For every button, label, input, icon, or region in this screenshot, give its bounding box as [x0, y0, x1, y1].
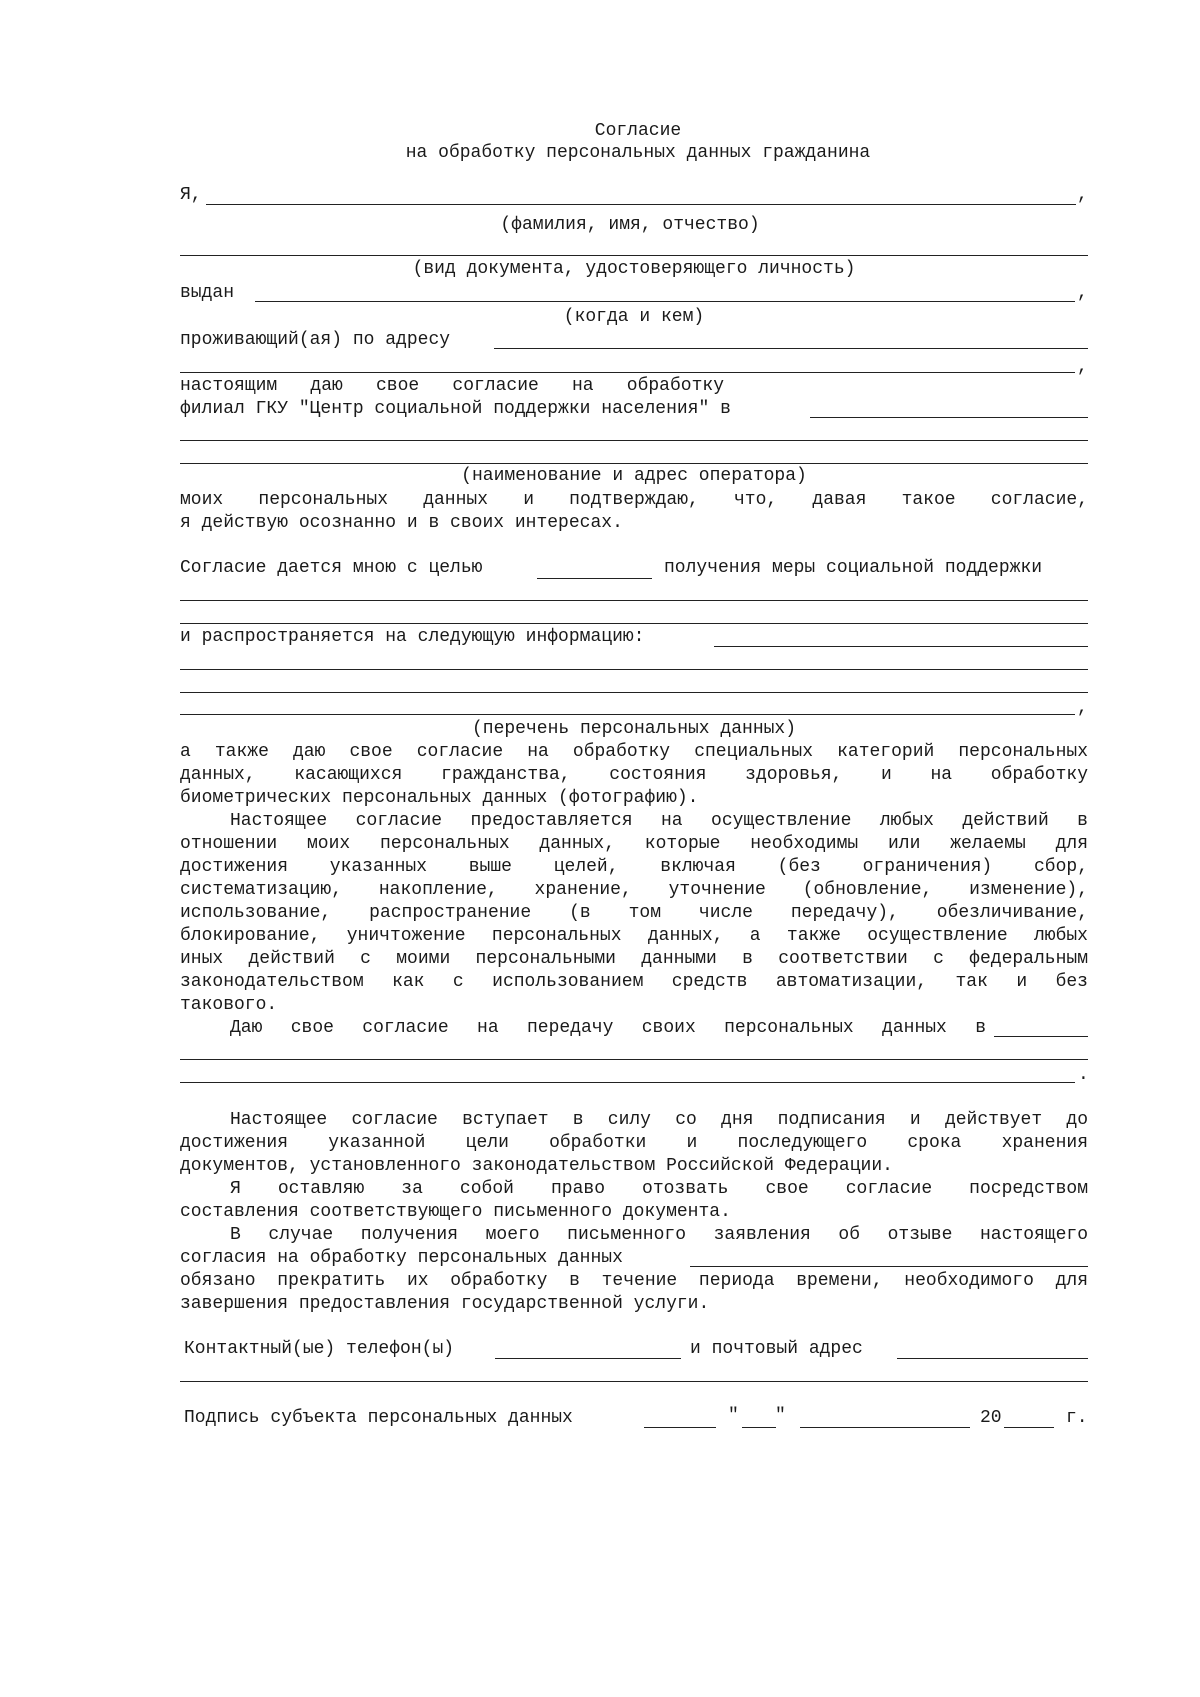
- transfer-field-line-2[interactable]: [180, 1059, 1088, 1060]
- validity-line-3: документов, установленного законодательством Российской Федерации.: [180, 1156, 893, 1176]
- hint-operator: (наименование и адрес оператора): [461, 466, 807, 486]
- case-line-4: завершения предоставления государственной услуги.: [180, 1294, 710, 1314]
- issued-field-line[interactable]: [255, 301, 1075, 302]
- transfer-field-line-3[interactable]: [180, 1082, 1075, 1083]
- actions-line-5: использование, распространение (в том числе передачу), обезличивание,: [180, 903, 1088, 923]
- address-field-line-2[interactable]: [180, 372, 1075, 373]
- label-address: проживающий(ая) по адресу: [180, 330, 451, 350]
- purpose-text: получения меры социальной поддержки: [664, 558, 1043, 578]
- hint-when-by-whom: (когда и кем): [563, 307, 705, 327]
- own-interest-line-2: я действую осознанно и в своих интересах.: [180, 513, 623, 533]
- validity-line-1: Настоящее согласие вступает в силу со дня подписания и действует до: [230, 1110, 1088, 1130]
- operator-field-line[interactable]: [810, 417, 1088, 418]
- year-prefix: 20: [980, 1408, 1002, 1428]
- comma: ,: [1077, 185, 1088, 205]
- case-field-line[interactable]: [690, 1266, 1088, 1267]
- revoke-line-2: составления соответствующего письменного документа.: [180, 1202, 731, 1222]
- document-subtitle: на обработку персональных данных гражданина: [405, 143, 871, 163]
- actions-line-8: законодательством как с использованием средств автоматизации, так и без: [180, 972, 1088, 992]
- case-line-2: согласия на обработку персональных данных: [180, 1248, 623, 1268]
- special-line-2: данных, касающихся гражданства, состояния здоровья, и на обработку: [180, 765, 1088, 785]
- actions-line-9: такового.: [180, 995, 278, 1015]
- quote-close: ": [775, 1406, 786, 1426]
- actions-line-7: иных действий с моими персональными данными в соответствии с федеральным: [180, 949, 1088, 969]
- hint-fio: (фамилия, имя, отчество): [500, 215, 760, 235]
- case-line-3: обязано прекратить их обработку в течение периода времени, необходимого для: [180, 1271, 1088, 1291]
- comma: ,: [1077, 283, 1088, 303]
- signature-label: Подпись субъекта персональных данных: [184, 1408, 573, 1428]
- comma: ,: [1077, 698, 1088, 718]
- actions-line-1: Настоящее согласие предоставляется на осуществление любых действий в: [230, 811, 1088, 831]
- label-ya: Я,: [180, 185, 202, 205]
- day-field-line[interactable]: [742, 1427, 776, 1428]
- info-field-line-3[interactable]: [180, 692, 1088, 693]
- document-type-field-line[interactable]: [180, 255, 1088, 256]
- year-field-line[interactable]: [1004, 1427, 1054, 1428]
- info-field-line-2[interactable]: [180, 669, 1088, 670]
- comma: ,: [1077, 357, 1088, 377]
- address-field-line[interactable]: [494, 348, 1088, 349]
- signature-field-line[interactable]: [644, 1427, 716, 1428]
- purpose-field-line-3[interactable]: [180, 623, 1088, 624]
- contact-phone-label: Контактный(ые) телефон(ы): [184, 1339, 455, 1359]
- info-field-line[interactable]: [714, 646, 1088, 647]
- special-line-3: биометрических персональных данных (фотографию).: [180, 788, 699, 808]
- quote-open: ": [728, 1406, 739, 1426]
- transfer-field-line[interactable]: [994, 1036, 1088, 1037]
- purpose-field-line-2[interactable]: [180, 600, 1088, 601]
- period: .: [1078, 1065, 1089, 1085]
- postal-address-field-line[interactable]: [897, 1358, 1088, 1359]
- phone-field-line[interactable]: [495, 1358, 681, 1359]
- own-interest-line-1: моих персональных данных и подтверждаю, что, давая такое согласие,: [180, 490, 1088, 510]
- transfer-label: Даю свое согласие на передачу своих персональных данных в: [230, 1018, 986, 1038]
- postal-address-field-line-2[interactable]: [180, 1381, 1088, 1382]
- validity-line-2: достижения указанной цели обработки и последующего срока хранения: [180, 1133, 1088, 1153]
- document-title: Согласие: [594, 121, 682, 141]
- year-suffix: г.: [1066, 1408, 1088, 1428]
- operator-field-line-2[interactable]: [180, 440, 1088, 441]
- revoke-line-1: Я оставляю за собой право отозвать свое согласие посредством: [230, 1179, 1088, 1199]
- actions-line-6: блокирование, уничтожение персональных данных, а также осуществление любых: [180, 926, 1088, 946]
- consent-line-1: настоящим даю свое согласие на обработку: [180, 376, 724, 396]
- purpose-label: Согласие дается мною с целью: [180, 558, 483, 578]
- actions-line-4: систематизацию, накопление, хранение, уточнение (обновление, изменение),: [180, 880, 1088, 900]
- operator-field-line-3[interactable]: [180, 463, 1088, 464]
- info-field-line-4[interactable]: [180, 714, 1075, 715]
- hint-data-list: (перечень персональных данных): [471, 719, 797, 739]
- special-line-1: а также даю свое согласие на обработку специальных категорий персональных: [180, 742, 1088, 762]
- purpose-field-line[interactable]: [537, 578, 652, 579]
- fio-field-line[interactable]: [206, 204, 1076, 205]
- label-vydan: выдан: [180, 283, 235, 303]
- postal-address-label: и почтовый адрес: [690, 1339, 863, 1359]
- actions-line-2: отношении моих персональных данных, которые необходимы или желаемы для: [180, 834, 1088, 854]
- actions-line-3: достижения указанных выше целей, включая (без ограничения) сбор,: [180, 857, 1088, 877]
- case-line-1: В случае получения моего письменного заявления об отзыве настоящего: [230, 1225, 1088, 1245]
- consent-line-2: филиал ГКУ "Центр социальной поддержки населения" в: [180, 399, 731, 419]
- hint-document-type: (вид документа, удостоверяющего личность): [412, 259, 856, 279]
- extends-label: и распространяется на следующую информацию:: [180, 627, 645, 647]
- month-field-line[interactable]: [800, 1427, 970, 1428]
